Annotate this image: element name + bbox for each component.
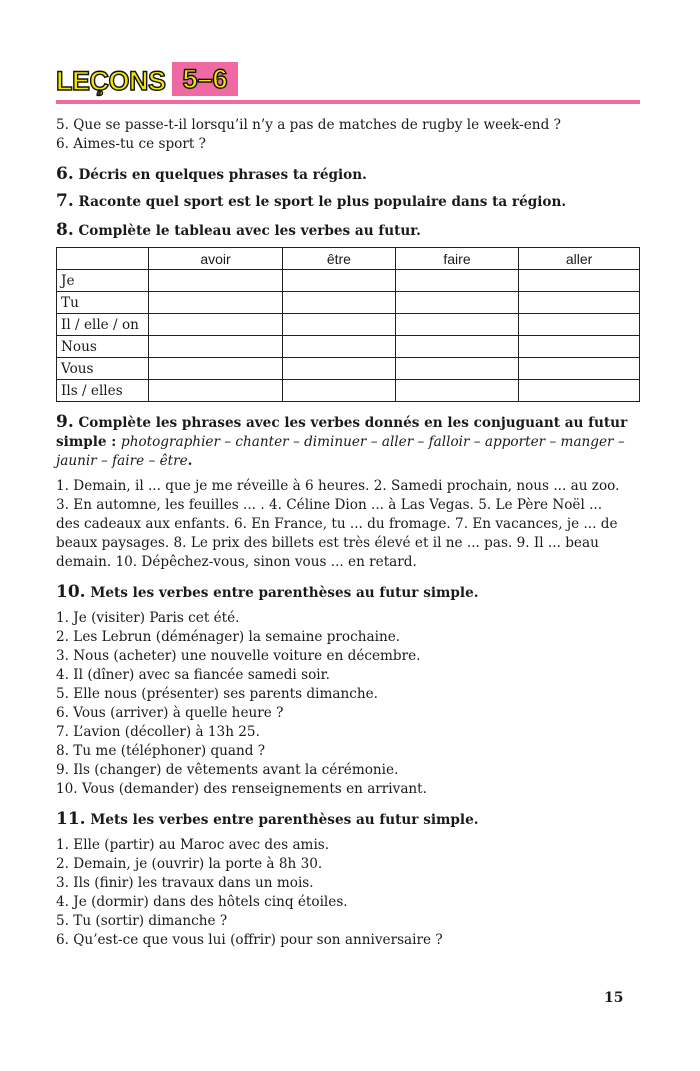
list-item: 6. Vous (arriver) à quelle heure ? [56, 705, 284, 721]
exercise-instruction: Complète le tableau avec les verbes au futur. [78, 223, 421, 239]
list-item: 7. L’avion (décoller) à 13h 25. [56, 724, 260, 740]
exercise-6-heading [56, 164, 640, 185]
answer-cell[interactable] [519, 270, 640, 292]
pronoun-cell: Nous [57, 336, 149, 358]
page [56, 60, 640, 950]
answer-cell[interactable] [283, 292, 396, 314]
list-item: 8. Tu me (téléphoner) quand ? [56, 743, 266, 759]
answer-cell[interactable] [149, 292, 283, 314]
answer-cell[interactable] [283, 336, 396, 358]
exercise-8-heading [56, 220, 640, 241]
question-line: 6. Aimes-tu ce sport ? [56, 136, 206, 152]
sentence-line: des cadeaux aux enfants. 6. En France, tu ... du fromage. 7. En vacances, je ... de [56, 516, 618, 532]
answer-cell[interactable] [395, 314, 518, 336]
exercise-instruction: Complète les phrases avec les verbes donnés en les conjuguant au futur [78, 415, 628, 431]
table-row [57, 336, 640, 358]
exercise-9-heading [56, 412, 640, 433]
answer-cell[interactable] [283, 380, 396, 402]
list-item: 2. Demain, je (ouvrir) la porte à 8h 30. [56, 856, 323, 872]
header-divider [56, 100, 640, 104]
list-item: 3. Ils (finir) les travaux dans un mois. [56, 875, 314, 891]
list-item: 2. Les Lebrun (déménager) la semaine prochaine. [56, 629, 401, 645]
exercise-number: 6. [56, 164, 74, 184]
verb-list-line [56, 433, 640, 452]
exercise-instruction-end: simple : [56, 434, 122, 450]
list-item: 5. Elle nous (présenter) ses parents dimanche. [56, 686, 378, 702]
list-item: 4. Je (dormir) dans des hôtels cinq étoiles. [56, 894, 348, 910]
answer-cell[interactable] [395, 270, 518, 292]
verb-list-end: . [187, 453, 193, 469]
answer-cell[interactable] [519, 358, 640, 380]
verb-list: jaunir – faire – être [56, 453, 188, 469]
answer-cell[interactable] [395, 292, 518, 314]
column-header: aller [519, 248, 640, 270]
answer-cell[interactable] [149, 358, 283, 380]
sentence-line: 1. Demain, il ... que je me réveille à 6 heures. 2. Samedi prochain, nous ... au zoo. [56, 478, 620, 494]
exercise-number: 11. [56, 809, 86, 829]
exercise-9-sentences [56, 477, 640, 572]
exercise-instruction: Décris en quelques phrases ta région. [78, 167, 367, 183]
exercise-7-heading [56, 191, 640, 212]
lesson-header [56, 60, 640, 106]
exercise-number: 7. [56, 191, 74, 211]
list-item: 4. Il (dîner) avec sa fiancée samedi soir. [56, 667, 330, 683]
answer-cell[interactable] [283, 314, 396, 336]
pronoun-cell: Ils / elles [57, 380, 149, 402]
list-item: 3. Nous (acheter) une nouvelle voiture en décembre. [56, 648, 421, 664]
exercise-instruction: Mets les verbes entre parenthèses au futur simple. [90, 812, 479, 828]
list-item: 5. Tu (sortir) dimanche ? [56, 913, 228, 929]
exercise-instruction: Raconte quel sport est le sport le plus populaire dans ta région. [78, 194, 567, 210]
answer-cell[interactable] [395, 380, 518, 402]
lesson-number-badge: 5–6 [172, 62, 238, 96]
answer-cell[interactable] [519, 336, 640, 358]
list-item: 9. Ils (changer) de vêtements avant la cérémonie. [56, 762, 399, 778]
answer-cell[interactable] [283, 358, 396, 380]
table-header-row [57, 248, 640, 270]
pronoun-cell: Il / elle / on [57, 314, 149, 336]
lesson-title: LEÇONS [56, 66, 166, 96]
verb-list: photographier – chanter – diminuer – aller – falloir – apporter – manger – [121, 434, 625, 450]
intro-questions [56, 116, 640, 154]
table-corner-cell [57, 248, 149, 270]
sentence-line: 3. En automne, les feuilles ... . 4. Céline Dion ... à Las Vegas. 5. Le Père Noël ... [56, 497, 603, 513]
table-row [57, 380, 640, 402]
answer-cell[interactable] [149, 336, 283, 358]
question-line: 5. Que se passe-t-il lorsqu’il n’y a pas de matches de rugby le week-end ? [56, 117, 561, 133]
table-row [57, 314, 640, 336]
conjugation-table [56, 247, 640, 402]
answer-cell[interactable] [395, 336, 518, 358]
column-header: être [283, 248, 396, 270]
table-row [57, 358, 640, 380]
table-row [57, 270, 640, 292]
answer-cell[interactable] [519, 380, 640, 402]
exercise-10 [56, 582, 640, 799]
answer-cell[interactable] [149, 270, 283, 292]
exercise-number: 10. [56, 582, 86, 602]
exercise-9 [56, 412, 640, 572]
exercise-11 [56, 809, 640, 950]
sentence-line: demain. 10. Dépêchez-vous, sinon vous ... en retard. [56, 554, 417, 570]
pronoun-cell: Vous [57, 358, 149, 380]
exercise-10-heading [56, 582, 640, 603]
list-item: 1. Je (visiter) Paris cet été. [56, 610, 240, 626]
answer-cell[interactable] [519, 314, 640, 336]
column-header: avoir [149, 248, 283, 270]
verb-list-line [56, 452, 640, 471]
list-item: 1. Elle (partir) au Maroc avec des amis. [56, 837, 330, 853]
exercise-number: 8. [56, 220, 74, 240]
answer-cell[interactable] [283, 270, 396, 292]
table-row [57, 292, 640, 314]
exercise-number: 9. [56, 412, 74, 432]
page-number: 15 [604, 990, 624, 1006]
list-item: 6. Qu’est-ce que vous lui (offrir) pour son anniversaire ? [56, 932, 443, 948]
pronoun-cell: Tu [57, 292, 149, 314]
column-header: faire [395, 248, 518, 270]
list-item: 10. Vous (demander) des renseignements en arrivant. [56, 781, 427, 797]
answer-cell[interactable] [395, 358, 518, 380]
answer-cell[interactable] [519, 292, 640, 314]
sentence-line: beaux paysages. 8. Le prix des billets est très élevé et il ne ... pas. 9. Il ... beau [56, 535, 599, 551]
exercise-instruction: Mets les verbes entre parenthèses au futur simple. [90, 585, 479, 601]
exercise-11-heading [56, 809, 640, 830]
answer-cell[interactable] [149, 314, 283, 336]
pronoun-cell: Je [57, 270, 149, 292]
answer-cell[interactable] [149, 380, 283, 402]
